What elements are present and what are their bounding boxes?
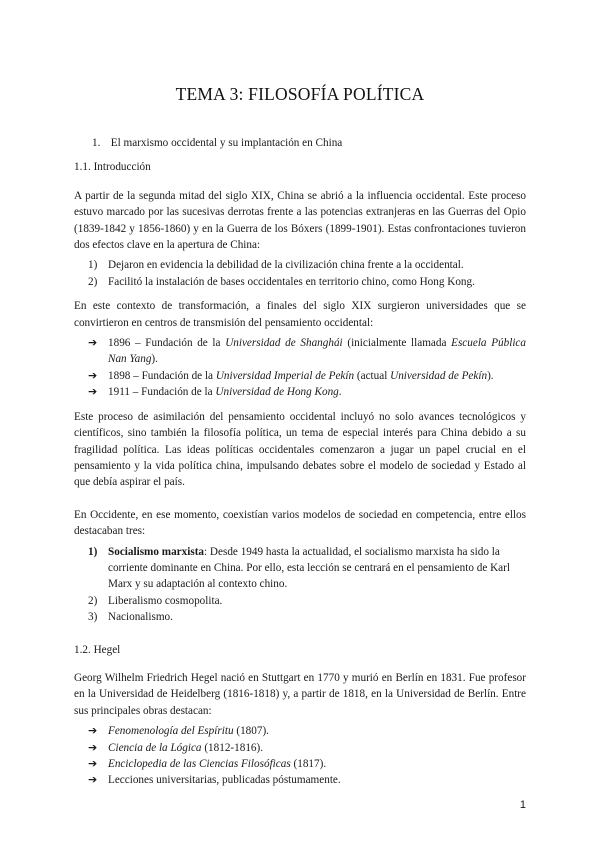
list-item: ➔ Enciclopedia de las Ciencias Filosóficas (1817). bbox=[74, 756, 526, 772]
list-item: 1) Socialismo marxista: Desde 1949 hasta la actualidad, el socialismo marxista ha sido la corriente dominante en China. Por ello, esta lección se centrará en el pensamiento de Karl Marx y su adaptación al contexto chino. bbox=[88, 545, 510, 591]
models-list bbox=[74, 544, 526, 626]
subsection-heading-1-2: 1.2. Hegel bbox=[74, 643, 121, 656]
paragraph-occident: En Occidente, en ese momento, coexistían varios modelos de sociedad en competencia, entre ellos destacaban tres: bbox=[74, 508, 526, 538]
document-body bbox=[74, 135, 526, 789]
arrow-icon: ➔ bbox=[88, 773, 98, 787]
list-item: 2) Facilitó la instalación de bases occidentales en territorio chino, como Hong Kong. bbox=[88, 275, 475, 288]
list-item: ➔ Lecciones universitarias, publicadas póstumamente. bbox=[74, 772, 526, 788]
effects-list bbox=[74, 257, 526, 290]
paragraph-context: En este contexto de transformación, a finales del siglo XIX surgieron universidades que se convirtieron en centros de transmisión del pensamiento occidental: bbox=[74, 300, 526, 329]
arrow-icon: ➔ bbox=[88, 368, 98, 382]
list-item: 3) Nacionalismo. bbox=[88, 611, 173, 624]
list-item: ➔ 1911 – Fundación de la Universidad de Hong Kong. bbox=[74, 384, 526, 400]
list-item: ➔ Ciencia de la Lógica (1812-1816). bbox=[74, 740, 526, 756]
page-number: 1 bbox=[519, 799, 526, 811]
paragraph-hegel: Georg Wilhelm Friedrich Hegel nació en Stuttgart en 1770 y murió en Berlín en 1831. Fue profesor en la Universidad de Heidelberg (1816-1818) y, a partir de 1818, en la Universidad de Berlín. Entre sus principales obras destacan: bbox=[74, 671, 526, 717]
arrow-icon: ➔ bbox=[88, 724, 98, 738]
paragraph-intro: A partir de la segunda mitad del siglo XIX, China se abrió a la influencia occidental. Este proceso estuvo marcado por las sucesivas derrotas frente a las potencias extranjeras en las Guerras del Opio (1839-1842 y 1856-1860) y en la Guerra de los Bóxers (1899-1901). Estas confrontaciones tuvieron dos efectos clave en la apertura de China: bbox=[74, 189, 526, 252]
section-number: 1. bbox=[92, 137, 101, 149]
list-item: ➔ 1896 – Fundación de la Universidad de Shanghái (inicialmente llamada Escuela Pública Nan Yang). bbox=[88, 336, 526, 366]
arrow-icon: ➔ bbox=[88, 757, 98, 770]
subsection-heading-1-1: 1.1. Introducción bbox=[74, 161, 151, 174]
section-label: El marxismo occidental y su implantación en China bbox=[110, 137, 343, 149]
section-heading-1 bbox=[74, 135, 526, 151]
list-item: 1) Dejaron en evidencia la debilidad de la civilización china frente a la occidental. bbox=[88, 259, 464, 272]
works-list bbox=[74, 723, 526, 789]
list-item: 2) Liberalismo cosmopolita. bbox=[88, 594, 223, 607]
arrow-icon: ➔ bbox=[88, 740, 98, 754]
paragraph-assimilation: Este proceso de asimilación del pensamiento occidental incluyó no solo avances tecnológicos y científicos, sino también la filosofía política, un tema de especial interés para China debido a su fragilidad política. Las ideas políticas occidentales comenzaron a jugar un papel crucial en el pensamiento y la vida política china, impulsando debates sobre el modelo de sociedad y Estado al que debía aspirar el país. bbox=[74, 410, 526, 489]
list-item: ➔ 1898 – Fundación de la Universidad Imperial de Pekín (actual Universidad de Pekín). bbox=[74, 368, 526, 384]
list-item: ➔ Fenomenología del Espíritu (1807). bbox=[74, 723, 526, 739]
page-title: TEMA 3: FILOSOFÍA POLÍTICA bbox=[175, 84, 425, 104]
universities-list bbox=[74, 335, 526, 401]
arrow-icon: ➔ bbox=[88, 336, 98, 350]
arrow-icon: ➔ bbox=[88, 385, 98, 399]
